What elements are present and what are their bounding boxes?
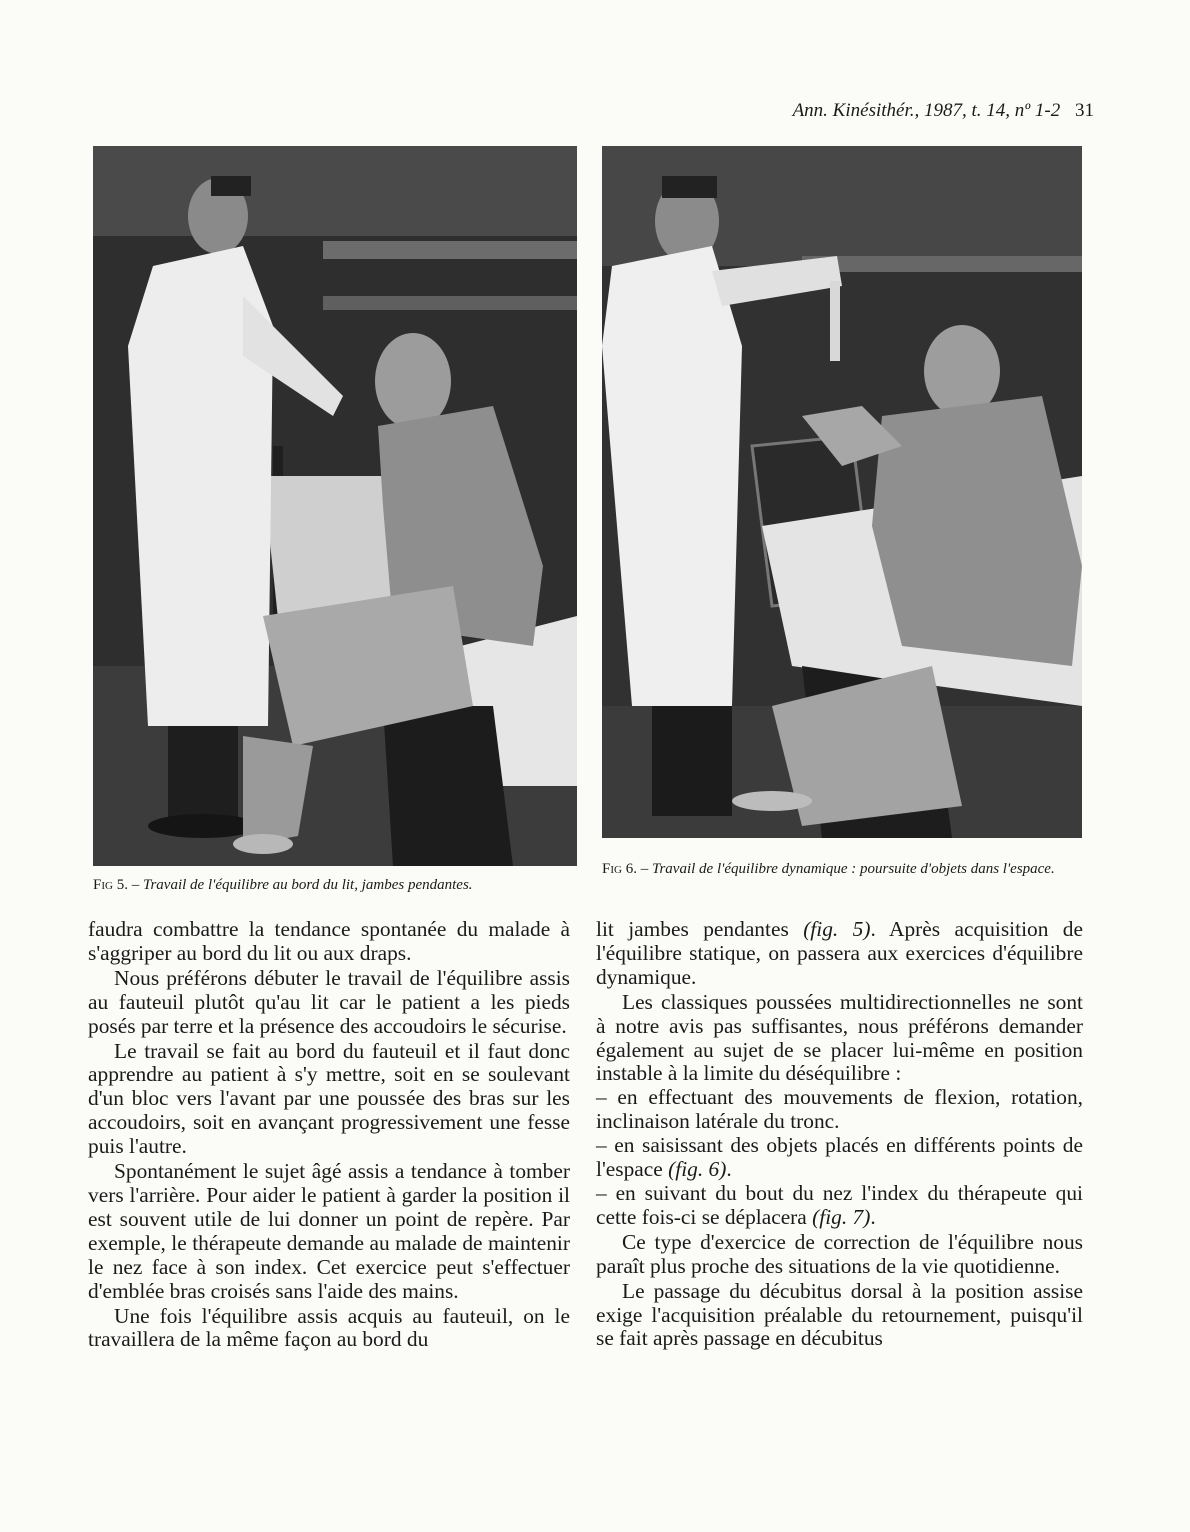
journal-citation: Ann. Kinésithér., 1987, t. 14, nº 1-2 [792, 100, 1061, 121]
figure-5-illustration [93, 146, 577, 866]
figure-6-photo [602, 146, 1082, 838]
text-run: . Après acquisition de l'équilibre statique, on passera aux exercices d'équilibre dynamique. [596, 917, 1083, 989]
right-text-column [596, 918, 1083, 1351]
page-number: 31 [1075, 100, 1094, 121]
running-header [793, 100, 1094, 122]
paragraph: Nous préférons débuter le travail de l'équilibre assis au fauteuil plutôt qu'au lit car le patient a les pieds posés par terre et la présence des accoudoirs le sécurise. [88, 965, 570, 1038]
text-run: . [870, 1204, 876, 1229]
figure-5-caption [93, 876, 583, 895]
figure-5-photo [93, 146, 577, 866]
paragraph [596, 918, 1083, 990]
text-run: lit jambes pendantes [596, 917, 804, 941]
list-item: – en effectuant des mouvements de flexion, rotation, inclinaison latérale du tronc. [596, 1085, 1083, 1134]
paragraph: Ce type d'exercice de correction de l'équilibre nous paraît plus proche des situations de la vie quotidienne. [596, 1229, 1083, 1278]
paragraph: Le travail se fait au bord du fauteuil et il faut donc apprendre au patient à s'y mettre, soit en se soulevant d'un bloc vers l'avant par une poussée des bras sur les accoudoirs, soit en avançant progressivement une fesse puis l'autre. [88, 1038, 570, 1159]
figure-6-caption-text: Travail de l'équilibre dynamique : poursuite d'objets dans l'espace. [651, 861, 1055, 877]
figure-reference: (fig. 7) [812, 1204, 871, 1229]
paragraph: faudra combattre la tendance spontanée du malade à s'aggriper au bord du lit ou aux draps. [88, 917, 570, 965]
list-item [596, 1134, 1083, 1182]
figure-reference: (fig. 5) [803, 917, 871, 941]
figure-5-label: Fig 5. – [93, 877, 140, 893]
figure-5-caption-text: Travail de l'équilibre au bord du lit, jambes pendantes. [142, 877, 473, 893]
figure-6-illustration [602, 146, 1082, 838]
paragraph: Les classiques poussées multidirectionnelles ne sont à notre avis pas suffisantes, nous préférons demander également au sujet de se placer lui-même en position instable à la limite du déséquilibre : [596, 989, 1083, 1086]
list-item [596, 1182, 1083, 1230]
figure-reference: (fig. 6) [668, 1157, 727, 1182]
figure-6-caption [602, 860, 1090, 879]
paragraph: Spontanément le sujet âgé assis a tendance à tomber vers l'arrière. Pour aider le patient à garder la position il est souvent utile de lui donner un point de repère. Par exemple, le thérapeute demande au malade de maintenir le nez face à son index. Cet exercice peut s'effectuer d'emblée bras croisés sans l'aide des mains. [88, 1159, 570, 1303]
figure-6-label: Fig 6. – [602, 861, 649, 877]
text-run: – en suivant du bout du nez l'index du thérapeute qui cette fois-ci se déplacera [596, 1180, 1083, 1229]
paragraph: Une fois l'équilibre assis acquis au fauteuil, on le travaillera de la même façon au bord du [88, 1303, 570, 1352]
left-text-column [88, 918, 570, 1352]
text-run: – en saisissant des objets placés en différents points de l'espace [596, 1133, 1083, 1182]
text-run: . [726, 1157, 732, 1182]
paragraph: Le passage du décubitus dorsal à la position assise exige l'acquisition préalable du retournement, puisqu'il se fait après passage en décubitus [596, 1278, 1083, 1351]
